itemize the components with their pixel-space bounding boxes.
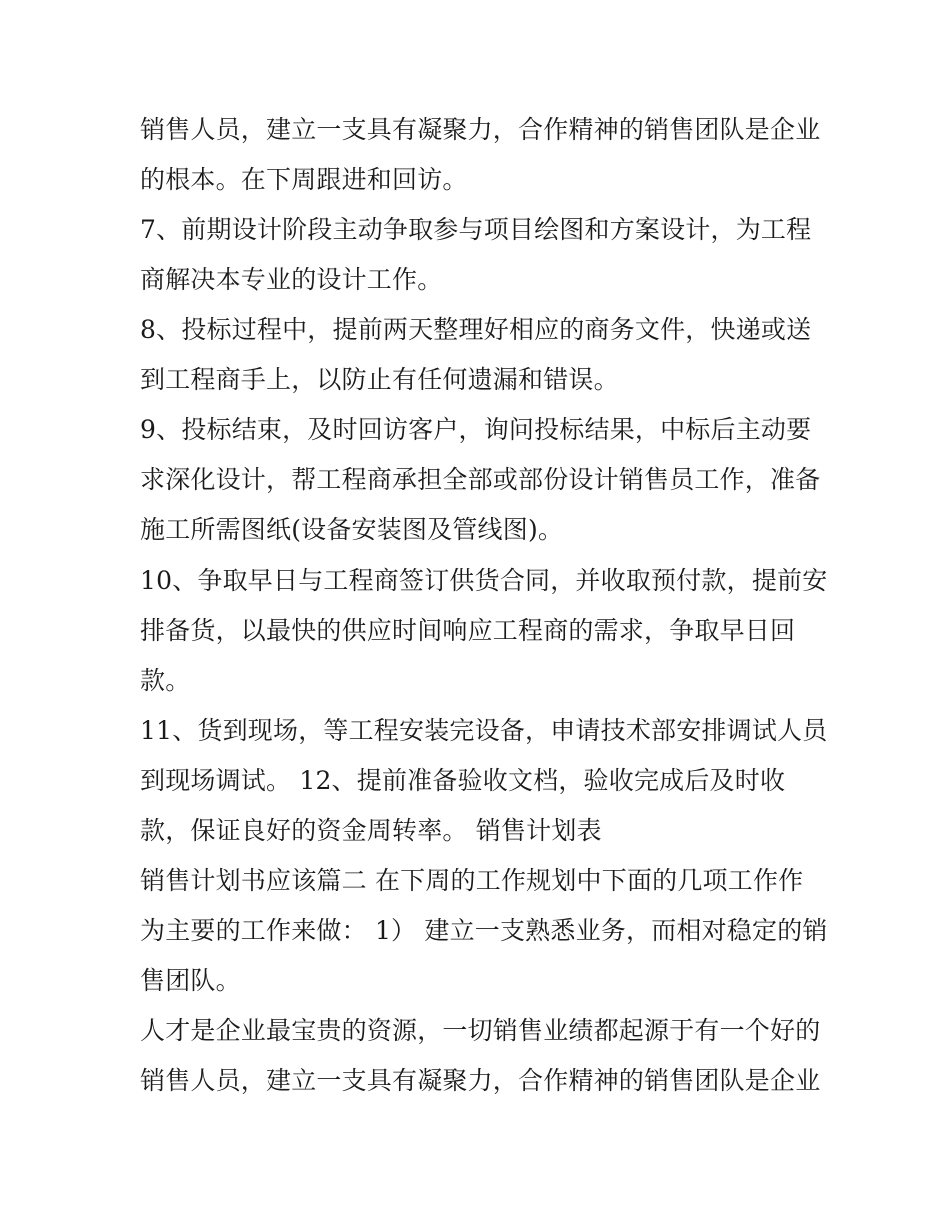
text-line: 排备货，以最快的供应时间响应工程商的需求，争取早日回	[140, 616, 796, 645]
text-line: 到工程商手上，以防止有任何遗漏和错误。	[140, 365, 619, 394]
text-line: 8、投标过程中，提前两天整理好相应的商务文件，快递或送	[140, 315, 812, 344]
text-line: 销售计划书应该篇二 在下周的工作规划中下面的几项工作作	[140, 866, 804, 895]
text-line: 销售人员，建立一支具有凝聚力，合作精神的销售团队是企业	[140, 115, 821, 144]
text-line: 11、货到现场，等工程安装完设备，申请技术部安排调试人员	[140, 716, 828, 745]
text-line: 商解决本专业的设计工作。	[140, 265, 443, 294]
text-line: 到现场调试。 12、提前准备验收文档，验收完成后及时收	[140, 766, 786, 795]
text-line: 销售人员，建立一支具有凝聚力，合作精神的销售团队是企业	[140, 1066, 821, 1095]
text-line: 款。	[140, 666, 191, 695]
text-line: 求深化设计，帮工程商承担全部或部份设计销售员工作，准备	[140, 465, 821, 494]
text-line: 7、前期设计阶段主动争取参与项目绘图和方案设计，为工程	[140, 215, 812, 244]
text-line: 款，保证良好的资金周转率。 销售计划表	[140, 816, 602, 845]
text-line: 售团队。	[140, 966, 241, 995]
text-line: 为主要的工作来做： 1） 建立一支熟悉业务，而相对稳定的销	[140, 916, 828, 945]
text-line: 的根本。在下周跟进和回访。	[140, 165, 468, 194]
text-line: 10、争取早日与工程商签订供货合同，并收取预付款，提前安	[140, 566, 828, 595]
text-line: 施工所需图纸(设备安装图及管线图)。	[140, 515, 564, 544]
text-line: 9、投标结束，及时回访客户，询问投标结果，中标后主动要	[140, 415, 812, 444]
text-line: 人才是企业最宝贵的资源，一切销售业绩都起源于有一个好的	[140, 1016, 821, 1045]
